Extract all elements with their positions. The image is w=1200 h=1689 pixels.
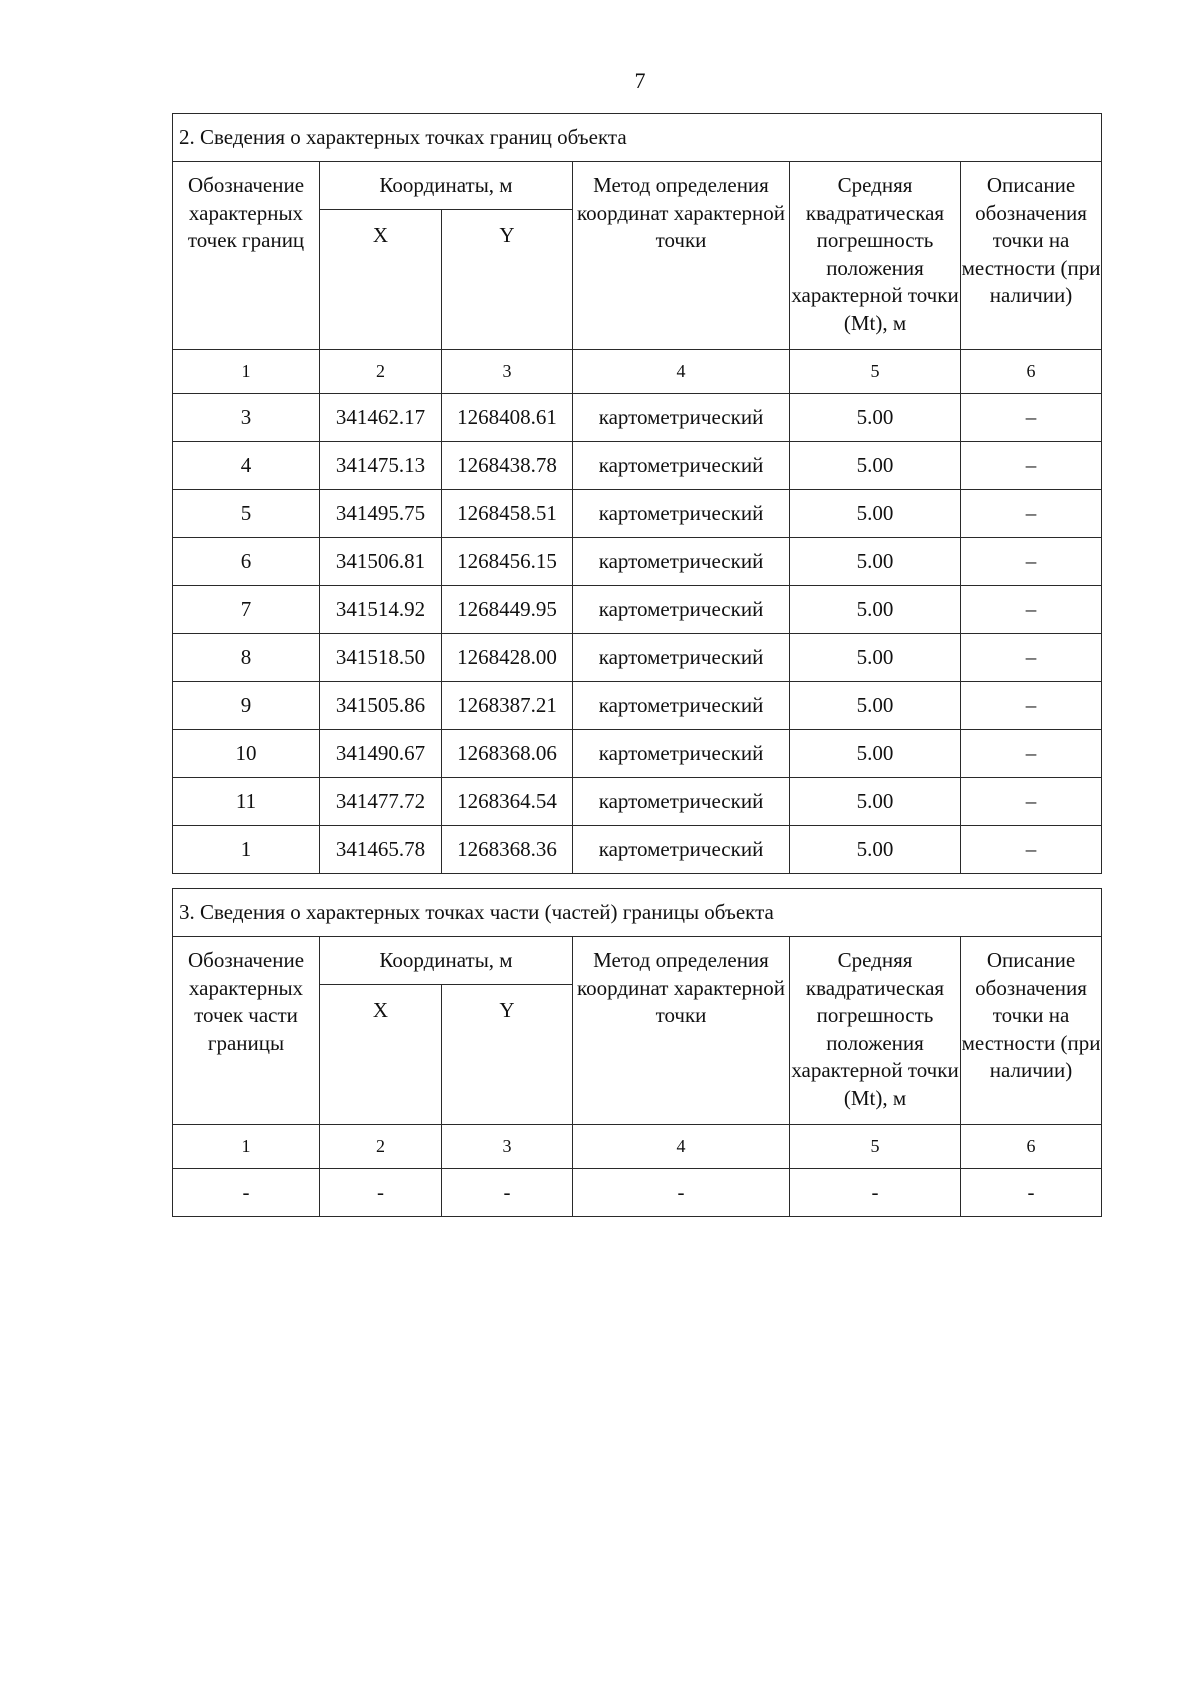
table-row	[173, 442, 1102, 490]
accuracy: 5.00	[790, 778, 961, 826]
method: картометрический	[573, 442, 790, 490]
accuracy: 5.00	[790, 826, 961, 874]
table-row	[173, 826, 1102, 874]
header-description: Описание обозначения точки на местности (при наличии)	[961, 162, 1102, 350]
coord-y: 1268368.36	[442, 826, 573, 874]
column-number: 1	[173, 1125, 320, 1169]
description: –	[961, 730, 1102, 778]
description: –	[961, 442, 1102, 490]
section-title: 2. Сведения о характерных точках границ объекта	[173, 114, 1102, 162]
method: картометрический	[573, 490, 790, 538]
header-designation: Обозначение характерных точек части границы	[173, 937, 320, 1125]
coord-y: 1268458.51	[442, 490, 573, 538]
header-method: Метод определения координат характерной точки	[573, 162, 790, 350]
description: –	[961, 778, 1102, 826]
header-y: Y	[442, 210, 573, 350]
coord-x: -	[320, 1169, 442, 1217]
description: –	[961, 682, 1102, 730]
column-number: 6	[961, 1125, 1102, 1169]
part-boundary-points-table	[172, 888, 1102, 1217]
header-accuracy: Средняя квадратическая погрешность положения характерной точки (Mt), м	[790, 162, 961, 350]
method: картометрический	[573, 538, 790, 586]
description: –	[961, 586, 1102, 634]
header-coordinates: Координаты, м	[320, 162, 573, 210]
column-number: 5	[790, 350, 961, 394]
coord-y: 1268408.61	[442, 394, 573, 442]
coord-x: 341462.17	[320, 394, 442, 442]
accuracy: 5.00	[790, 490, 961, 538]
point-id: 5	[173, 490, 320, 538]
column-number-row	[173, 1125, 1102, 1169]
coord-y: 1268456.15	[442, 538, 573, 586]
column-number: 5	[790, 1125, 961, 1169]
coord-y: 1268368.06	[442, 730, 573, 778]
table-row	[173, 1169, 1102, 1217]
header-coordinates: Координаты, м	[320, 937, 573, 985]
table-row	[173, 538, 1102, 586]
coord-y: 1268387.21	[442, 682, 573, 730]
description: –	[961, 394, 1102, 442]
header-accuracy: Средняя квадратическая погрешность положения характерной точки (Mt), м	[790, 937, 961, 1125]
point-id: 10	[173, 730, 320, 778]
header-description: Описание обозначения точки на местности (при наличии)	[961, 937, 1102, 1125]
table-row	[173, 730, 1102, 778]
description: –	[961, 826, 1102, 874]
point-id: 3	[173, 394, 320, 442]
coord-x: 341518.50	[320, 634, 442, 682]
coord-x: 341490.67	[320, 730, 442, 778]
coord-y: 1268438.78	[442, 442, 573, 490]
description: -	[961, 1169, 1102, 1217]
table-row	[173, 394, 1102, 442]
boundary-points-table	[172, 113, 1102, 874]
header-y: Y	[442, 985, 573, 1125]
accuracy: 5.00	[790, 682, 961, 730]
point-id: 7	[173, 586, 320, 634]
method: картометрический	[573, 826, 790, 874]
accuracy: -	[790, 1169, 961, 1217]
column-number: 2	[320, 350, 442, 394]
accuracy: 5.00	[790, 730, 961, 778]
table-row	[173, 490, 1102, 538]
accuracy: 5.00	[790, 586, 961, 634]
coord-y: 1268428.00	[442, 634, 573, 682]
accuracy: 5.00	[790, 538, 961, 586]
column-number: 4	[573, 350, 790, 394]
description: –	[961, 490, 1102, 538]
accuracy: 5.00	[790, 634, 961, 682]
method: -	[573, 1169, 790, 1217]
table-row	[173, 634, 1102, 682]
coord-x: 341475.13	[320, 442, 442, 490]
method: картометрический	[573, 394, 790, 442]
table-row	[173, 778, 1102, 826]
accuracy: 5.00	[790, 442, 961, 490]
point-id: -	[173, 1169, 320, 1217]
coord-y: 1268449.95	[442, 586, 573, 634]
column-number-row	[173, 350, 1102, 394]
point-id: 6	[173, 538, 320, 586]
column-number: 6	[961, 350, 1102, 394]
column-number: 2	[320, 1125, 442, 1169]
header-x: X	[320, 210, 442, 350]
column-number: 4	[573, 1125, 790, 1169]
description: –	[961, 634, 1102, 682]
coord-x: 341465.78	[320, 826, 442, 874]
coord-x: 341514.92	[320, 586, 442, 634]
method: картометрический	[573, 682, 790, 730]
coord-y: 1268364.54	[442, 778, 573, 826]
coord-x: 341506.81	[320, 538, 442, 586]
column-number: 3	[442, 350, 573, 394]
column-number: 3	[442, 1125, 573, 1169]
coord-x: 341505.86	[320, 682, 442, 730]
method: картометрический	[573, 778, 790, 826]
header-designation: Обозначение характерных точек границ	[173, 162, 320, 350]
table-row	[173, 682, 1102, 730]
coord-x: 341477.72	[320, 778, 442, 826]
table-row	[173, 586, 1102, 634]
header-x: X	[320, 985, 442, 1125]
section-title: 3. Сведения о характерных точках части (частей) границы объекта	[173, 889, 1102, 937]
method: картометрический	[573, 634, 790, 682]
method: картометрический	[573, 586, 790, 634]
column-number: 1	[173, 350, 320, 394]
point-id: 8	[173, 634, 320, 682]
point-id: 9	[173, 682, 320, 730]
coord-y: -	[442, 1169, 573, 1217]
point-id: 11	[173, 778, 320, 826]
method: картометрический	[573, 730, 790, 778]
description: –	[961, 538, 1102, 586]
point-id: 1	[173, 826, 320, 874]
point-id: 4	[173, 442, 320, 490]
page-number: 7	[634, 68, 646, 93]
accuracy: 5.00	[790, 394, 961, 442]
header-method: Метод определения координат характерной точки	[573, 937, 790, 1125]
coord-x: 341495.75	[320, 490, 442, 538]
